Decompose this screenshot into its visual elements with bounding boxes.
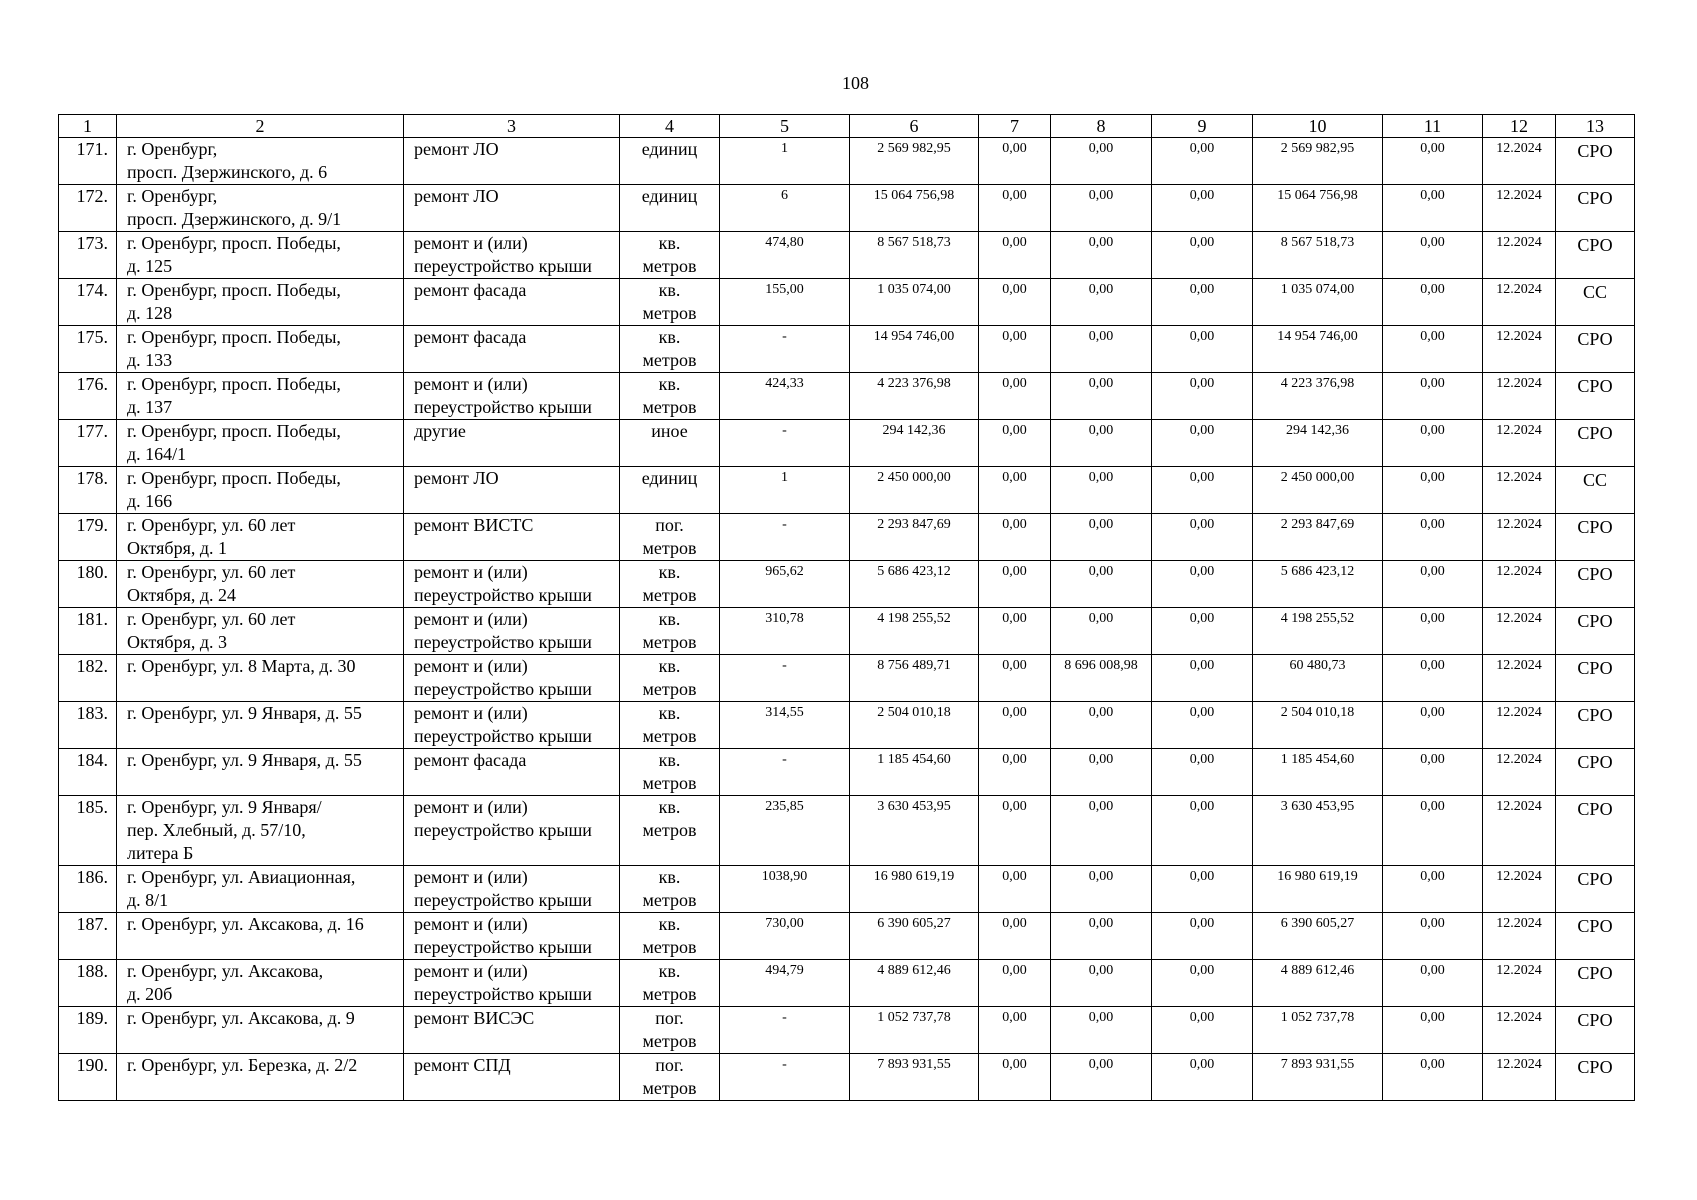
- total-cost-cell: 2 504 010,18: [850, 702, 979, 749]
- col9-cell: 0,00: [1152, 232, 1253, 279]
- col10-cell: 3 630 453,95: [1253, 796, 1383, 866]
- quantity-cell: -: [720, 1054, 850, 1101]
- address-cell: г. Оренбург, просп. Дзержинского, д. 6: [117, 138, 404, 185]
- unit-cell: пог. метров: [620, 514, 720, 561]
- method-cell: СРО: [1556, 960, 1635, 1007]
- col10-cell: 7 893 931,55: [1253, 1054, 1383, 1101]
- row-number: 174.: [59, 279, 117, 326]
- work-type-cell: другие: [404, 420, 620, 467]
- col7-cell: 0,00: [979, 796, 1051, 866]
- unit-cell: кв. метров: [620, 655, 720, 702]
- table-row: [59, 960, 1635, 1007]
- col7-cell: 0,00: [979, 702, 1051, 749]
- col11-cell: 0,00: [1383, 185, 1483, 232]
- col11-cell: 0,00: [1383, 608, 1483, 655]
- method-cell: СРО: [1556, 749, 1635, 796]
- col8-cell: 0,00: [1051, 373, 1152, 420]
- col10-cell: 15 064 756,98: [1253, 185, 1383, 232]
- header-cell-10: 10: [1253, 115, 1383, 138]
- header-cell-13: 13: [1556, 115, 1635, 138]
- col8-cell: 0,00: [1051, 866, 1152, 913]
- col8-cell: 0,00: [1051, 561, 1152, 608]
- row-number: 179.: [59, 514, 117, 561]
- quantity-cell: 494,79: [720, 960, 850, 1007]
- col9-cell: 0,00: [1152, 913, 1253, 960]
- col8-cell: 0,00: [1051, 749, 1152, 796]
- col11-cell: 0,00: [1383, 796, 1483, 866]
- col8-cell: 0,00: [1051, 420, 1152, 467]
- col8-cell: 0,00: [1051, 608, 1152, 655]
- table-row: [59, 913, 1635, 960]
- work-type-cell: ремонт и (или) переустройство крыши: [404, 702, 620, 749]
- table-row: [59, 279, 1635, 326]
- table-row: [59, 373, 1635, 420]
- unit-cell: кв. метров: [620, 561, 720, 608]
- table-row: [59, 326, 1635, 373]
- col11-cell: 0,00: [1383, 655, 1483, 702]
- col8-cell: 0,00: [1051, 185, 1152, 232]
- col9-cell: 0,00: [1152, 655, 1253, 702]
- col10-cell: 2 293 847,69: [1253, 514, 1383, 561]
- date-cell: 12.2024: [1483, 373, 1556, 420]
- page-number: 108: [842, 73, 869, 93]
- col7-cell: 0,00: [979, 185, 1051, 232]
- address-cell: г. Оренбург, просп. Победы, д. 137: [117, 373, 404, 420]
- quantity-cell: 474,80: [720, 232, 850, 279]
- col11-cell: 0,00: [1383, 561, 1483, 608]
- col8-cell: 0,00: [1051, 796, 1152, 866]
- header-cell-12: 12: [1483, 115, 1556, 138]
- total-cost-cell: 1 185 454,60: [850, 749, 979, 796]
- unit-cell: пог. метров: [620, 1007, 720, 1054]
- address-cell: г. Оренбург, просп. Победы, д. 128: [117, 279, 404, 326]
- address-cell: г. Оренбург, ул. 60 лет Октября, д. 1: [117, 514, 404, 561]
- col10-cell: 14 954 746,00: [1253, 326, 1383, 373]
- method-cell: СРО: [1556, 232, 1635, 279]
- work-type-cell: ремонт и (или) переустройство крыши: [404, 232, 620, 279]
- address-cell: г. Оренбург, ул. 60 лет Октября, д. 3: [117, 608, 404, 655]
- unit-cell: кв. метров: [620, 960, 720, 1007]
- unit-cell: кв. метров: [620, 608, 720, 655]
- address-cell: г. Оренбург, просп. Победы, д. 125: [117, 232, 404, 279]
- date-cell: 12.2024: [1483, 326, 1556, 373]
- col7-cell: 0,00: [979, 561, 1051, 608]
- table-row: [59, 1007, 1635, 1054]
- col9-cell: 0,00: [1152, 960, 1253, 1007]
- date-cell: 12.2024: [1483, 467, 1556, 514]
- method-cell: СРО: [1556, 866, 1635, 913]
- total-cost-cell: 1 052 737,78: [850, 1007, 979, 1054]
- col11-cell: 0,00: [1383, 1054, 1483, 1101]
- col10-cell: 6 390 605,27: [1253, 913, 1383, 960]
- total-cost-cell: 8 756 489,71: [850, 655, 979, 702]
- method-cell: СС: [1556, 467, 1635, 514]
- work-type-cell: ремонт и (или) переустройство крыши: [404, 655, 620, 702]
- total-cost-cell: 294 142,36: [850, 420, 979, 467]
- row-number: 173.: [59, 232, 117, 279]
- header-cell-3: 3: [404, 115, 620, 138]
- quantity-cell: -: [720, 326, 850, 373]
- col7-cell: 0,00: [979, 138, 1051, 185]
- table-row: [59, 796, 1635, 866]
- date-cell: 12.2024: [1483, 655, 1556, 702]
- row-number: 189.: [59, 1007, 117, 1054]
- date-cell: 12.2024: [1483, 514, 1556, 561]
- col9-cell: 0,00: [1152, 185, 1253, 232]
- col8-cell: 0,00: [1051, 279, 1152, 326]
- address-cell: г. Оренбург, ул. Аксакова, д. 9: [117, 1007, 404, 1054]
- col7-cell: 0,00: [979, 1007, 1051, 1054]
- work-type-cell: ремонт и (или) переустройство крыши: [404, 960, 620, 1007]
- work-type-cell: ремонт фасада: [404, 326, 620, 373]
- total-cost-cell: 2 293 847,69: [850, 514, 979, 561]
- work-type-cell: ремонт ЛО: [404, 467, 620, 514]
- address-cell: г. Оренбург, ул. 9 Января/ пер. Хлебный, д. 57/10, литера Б: [117, 796, 404, 866]
- method-cell: СРО: [1556, 608, 1635, 655]
- col8-cell: 0,00: [1051, 467, 1152, 514]
- col9-cell: 0,00: [1152, 702, 1253, 749]
- date-cell: 12.2024: [1483, 866, 1556, 913]
- col9-cell: 0,00: [1152, 561, 1253, 608]
- quantity-cell: 6: [720, 185, 850, 232]
- total-cost-cell: 1 035 074,00: [850, 279, 979, 326]
- quantity-cell: 314,55: [720, 702, 850, 749]
- method-cell: СРО: [1556, 420, 1635, 467]
- col11-cell: 0,00: [1383, 749, 1483, 796]
- col10-cell: 1 185 454,60: [1253, 749, 1383, 796]
- row-number: 183.: [59, 702, 117, 749]
- col11-cell: 0,00: [1383, 514, 1483, 561]
- total-cost-cell: 4 223 376,98: [850, 373, 979, 420]
- address-cell: г. Оренбург, ул. Авиационная, д. 8/1: [117, 866, 404, 913]
- total-cost-cell: 16 980 619,19: [850, 866, 979, 913]
- col7-cell: 0,00: [979, 514, 1051, 561]
- row-number: 182.: [59, 655, 117, 702]
- work-type-cell: ремонт фасада: [404, 749, 620, 796]
- table-row: [59, 232, 1635, 279]
- row-number: 176.: [59, 373, 117, 420]
- table-row: [59, 138, 1635, 185]
- total-cost-cell: 6 390 605,27: [850, 913, 979, 960]
- table-row: [59, 702, 1635, 749]
- col7-cell: 0,00: [979, 232, 1051, 279]
- quantity-cell: -: [720, 514, 850, 561]
- total-cost-cell: 5 686 423,12: [850, 561, 979, 608]
- unit-cell: кв. метров: [620, 373, 720, 420]
- total-cost-cell: 4 889 612,46: [850, 960, 979, 1007]
- unit-cell: единиц: [620, 138, 720, 185]
- work-type-cell: ремонт и (или) переустройство крыши: [404, 561, 620, 608]
- col10-cell: 1 035 074,00: [1253, 279, 1383, 326]
- method-cell: СРО: [1556, 326, 1635, 373]
- col11-cell: 0,00: [1383, 232, 1483, 279]
- col9-cell: 0,00: [1152, 514, 1253, 561]
- work-type-cell: ремонт и (или) переустройство крыши: [404, 866, 620, 913]
- date-cell: 12.2024: [1483, 1007, 1556, 1054]
- method-cell: СРО: [1556, 655, 1635, 702]
- table-row: [59, 749, 1635, 796]
- col11-cell: 0,00: [1383, 702, 1483, 749]
- col11-cell: 0,00: [1383, 420, 1483, 467]
- total-cost-cell: 2 569 982,95: [850, 138, 979, 185]
- row-number: 190.: [59, 1054, 117, 1101]
- quantity-cell: 730,00: [720, 913, 850, 960]
- col10-cell: 16 980 619,19: [1253, 866, 1383, 913]
- unit-cell: кв. метров: [620, 279, 720, 326]
- table-body: [59, 115, 1635, 1101]
- unit-cell: кв. метров: [620, 866, 720, 913]
- table-row: [59, 1054, 1635, 1101]
- col8-cell: 0,00: [1051, 514, 1152, 561]
- row-number: 177.: [59, 420, 117, 467]
- date-cell: 12.2024: [1483, 913, 1556, 960]
- header-cell-7: 7: [979, 115, 1051, 138]
- work-type-cell: ремонт и (или) переустройство крыши: [404, 608, 620, 655]
- col9-cell: 0,00: [1152, 1054, 1253, 1101]
- quantity-cell: -: [720, 655, 850, 702]
- col8-cell: 8 696 008,98: [1051, 655, 1152, 702]
- method-cell: СРО: [1556, 702, 1635, 749]
- date-cell: 12.2024: [1483, 960, 1556, 1007]
- address-cell: г. Оренбург, просп. Дзержинского, д. 9/1: [117, 185, 404, 232]
- row-number: 181.: [59, 608, 117, 655]
- col10-cell: 294 142,36: [1253, 420, 1383, 467]
- method-cell: СРО: [1556, 913, 1635, 960]
- quantity-cell: 155,00: [720, 279, 850, 326]
- row-number: 178.: [59, 467, 117, 514]
- method-cell: СРО: [1556, 138, 1635, 185]
- work-type-cell: ремонт и (или) переустройство крыши: [404, 373, 620, 420]
- total-cost-cell: 4 198 255,52: [850, 608, 979, 655]
- col9-cell: 0,00: [1152, 796, 1253, 866]
- col9-cell: 0,00: [1152, 373, 1253, 420]
- col11-cell: 0,00: [1383, 279, 1483, 326]
- row-number: 188.: [59, 960, 117, 1007]
- table-row: [59, 655, 1635, 702]
- col10-cell: 4 198 255,52: [1253, 608, 1383, 655]
- col7-cell: 0,00: [979, 913, 1051, 960]
- date-cell: 12.2024: [1483, 1054, 1556, 1101]
- work-type-cell: ремонт СПД: [404, 1054, 620, 1101]
- col8-cell: 0,00: [1051, 1054, 1152, 1101]
- col9-cell: 0,00: [1152, 608, 1253, 655]
- address-cell: г. Оренбург, ул. 9 Января, д. 55: [117, 749, 404, 796]
- header-cell-2: 2: [117, 115, 404, 138]
- quantity-cell: -: [720, 749, 850, 796]
- work-type-cell: ремонт ЛО: [404, 185, 620, 232]
- col8-cell: 0,00: [1051, 960, 1152, 1007]
- col9-cell: 0,00: [1152, 1007, 1253, 1054]
- quantity-cell: -: [720, 420, 850, 467]
- table-row: [59, 420, 1635, 467]
- row-number: 171.: [59, 138, 117, 185]
- date-cell: 12.2024: [1483, 749, 1556, 796]
- col8-cell: 0,00: [1051, 1007, 1152, 1054]
- col10-cell: 5 686 423,12: [1253, 561, 1383, 608]
- col9-cell: 0,00: [1152, 279, 1253, 326]
- col7-cell: 0,00: [979, 1054, 1051, 1101]
- col8-cell: 0,00: [1051, 326, 1152, 373]
- address-cell: г. Оренбург, просп. Победы, д. 133: [117, 326, 404, 373]
- work-type-cell: ремонт ЛО: [404, 138, 620, 185]
- unit-cell: пог. метров: [620, 1054, 720, 1101]
- col10-cell: 8 567 518,73: [1253, 232, 1383, 279]
- row-number: 184.: [59, 749, 117, 796]
- col10-cell: 2 504 010,18: [1253, 702, 1383, 749]
- unit-cell: кв. метров: [620, 749, 720, 796]
- method-cell: СРО: [1556, 1007, 1635, 1054]
- col9-cell: 0,00: [1152, 467, 1253, 514]
- total-cost-cell: 3 630 453,95: [850, 796, 979, 866]
- address-cell: г. Оренбург, ул. Аксакова, д. 20б: [117, 960, 404, 1007]
- date-cell: 12.2024: [1483, 232, 1556, 279]
- date-cell: 12.2024: [1483, 702, 1556, 749]
- col11-cell: 0,00: [1383, 467, 1483, 514]
- work-type-cell: ремонт ВИСЭС: [404, 1007, 620, 1054]
- col11-cell: 0,00: [1383, 373, 1483, 420]
- col7-cell: 0,00: [979, 326, 1051, 373]
- row-number: 175.: [59, 326, 117, 373]
- method-cell: СРО: [1556, 1054, 1635, 1101]
- row-number: 187.: [59, 913, 117, 960]
- col9-cell: 0,00: [1152, 138, 1253, 185]
- method-cell: СРО: [1556, 185, 1635, 232]
- quantity-cell: 1: [720, 138, 850, 185]
- col8-cell: 0,00: [1051, 232, 1152, 279]
- method-cell: СС: [1556, 279, 1635, 326]
- header-cell-5: 5: [720, 115, 850, 138]
- total-cost-cell: 2 450 000,00: [850, 467, 979, 514]
- address-cell: г. Оренбург, ул. Березка, д. 2/2: [117, 1054, 404, 1101]
- work-type-cell: ремонт ВИСТС: [404, 514, 620, 561]
- col11-cell: 0,00: [1383, 138, 1483, 185]
- unit-cell: единиц: [620, 185, 720, 232]
- col10-cell: 4 223 376,98: [1253, 373, 1383, 420]
- method-cell: СРО: [1556, 373, 1635, 420]
- row-number: 180.: [59, 561, 117, 608]
- col10-cell: 2 450 000,00: [1253, 467, 1383, 514]
- address-cell: г. Оренбург, ул. 8 Марта, д. 30: [117, 655, 404, 702]
- method-cell: СРО: [1556, 561, 1635, 608]
- address-cell: г. Оренбург, ул. 60 лет Октября, д. 24: [117, 561, 404, 608]
- quantity-cell: 310,78: [720, 608, 850, 655]
- col7-cell: 0,00: [979, 655, 1051, 702]
- col7-cell: 0,00: [979, 866, 1051, 913]
- col10-cell: 4 889 612,46: [1253, 960, 1383, 1007]
- col7-cell: 0,00: [979, 420, 1051, 467]
- col10-cell: 2 569 982,95: [1253, 138, 1383, 185]
- header-cell-6: 6: [850, 115, 979, 138]
- table-row: [59, 561, 1635, 608]
- unit-cell: единиц: [620, 467, 720, 514]
- col9-cell: 0,00: [1152, 749, 1253, 796]
- date-cell: 12.2024: [1483, 279, 1556, 326]
- row-number: 186.: [59, 866, 117, 913]
- date-cell: 12.2024: [1483, 138, 1556, 185]
- address-cell: г. Оренбург, ул. 9 Января, д. 55: [117, 702, 404, 749]
- work-type-cell: ремонт и (или) переустройство крыши: [404, 796, 620, 866]
- date-cell: 12.2024: [1483, 608, 1556, 655]
- method-cell: СРО: [1556, 514, 1635, 561]
- unit-cell: кв. метров: [620, 232, 720, 279]
- address-cell: г. Оренбург, ул. Аксакова, д. 16: [117, 913, 404, 960]
- quantity-cell: 1: [720, 467, 850, 514]
- unit-cell: иное: [620, 420, 720, 467]
- quantity-cell: 965,62: [720, 561, 850, 608]
- header-cell-8: 8: [1051, 115, 1152, 138]
- col11-cell: 0,00: [1383, 913, 1483, 960]
- col7-cell: 0,00: [979, 279, 1051, 326]
- col11-cell: 0,00: [1383, 960, 1483, 1007]
- unit-cell: кв. метров: [620, 796, 720, 866]
- total-cost-cell: 15 064 756,98: [850, 185, 979, 232]
- total-cost-cell: 7 893 931,55: [850, 1054, 979, 1101]
- header-cell-4: 4: [620, 115, 720, 138]
- quantity-cell: 1038,90: [720, 866, 850, 913]
- unit-cell: кв. метров: [620, 913, 720, 960]
- quantity-cell: -: [720, 1007, 850, 1054]
- date-cell: 12.2024: [1483, 420, 1556, 467]
- col11-cell: 0,00: [1383, 1007, 1483, 1054]
- col7-cell: 0,00: [979, 960, 1051, 1007]
- row-number: 185.: [59, 796, 117, 866]
- header-cell-9: 9: [1152, 115, 1253, 138]
- date-cell: 12.2024: [1483, 185, 1556, 232]
- unit-cell: кв. метров: [620, 326, 720, 373]
- table-row: [59, 185, 1635, 232]
- address-cell: г. Оренбург, просп. Победы, д. 166: [117, 467, 404, 514]
- col7-cell: 0,00: [979, 608, 1051, 655]
- col9-cell: 0,00: [1152, 866, 1253, 913]
- quantity-cell: 424,33: [720, 373, 850, 420]
- date-cell: 12.2024: [1483, 796, 1556, 866]
- method-cell: СРО: [1556, 796, 1635, 866]
- total-cost-cell: 8 567 518,73: [850, 232, 979, 279]
- col9-cell: 0,00: [1152, 420, 1253, 467]
- unit-cell: кв. метров: [620, 702, 720, 749]
- col10-cell: 60 480,73: [1253, 655, 1383, 702]
- col8-cell: 0,00: [1051, 702, 1152, 749]
- col9-cell: 0,00: [1152, 326, 1253, 373]
- header-row: [59, 115, 1635, 138]
- col7-cell: 0,00: [979, 749, 1051, 796]
- header-cell-11: 11: [1383, 115, 1483, 138]
- table-row: [59, 467, 1635, 514]
- col8-cell: 0,00: [1051, 138, 1152, 185]
- address-cell: г. Оренбург, просп. Победы, д. 164/1: [117, 420, 404, 467]
- date-cell: 12.2024: [1483, 561, 1556, 608]
- header-cell-1: 1: [59, 115, 117, 138]
- row-number: 172.: [59, 185, 117, 232]
- work-type-cell: ремонт и (или) переустройство крыши: [404, 913, 620, 960]
- col11-cell: 0,00: [1383, 326, 1483, 373]
- col8-cell: 0,00: [1051, 913, 1152, 960]
- total-cost-cell: 14 954 746,00: [850, 326, 979, 373]
- col7-cell: 0,00: [979, 373, 1051, 420]
- table-row: [59, 608, 1635, 655]
- col10-cell: 1 052 737,78: [1253, 1007, 1383, 1054]
- quantity-cell: 235,85: [720, 796, 850, 866]
- work-type-cell: ремонт фасада: [404, 279, 620, 326]
- table-row: [59, 514, 1635, 561]
- works-table: [58, 114, 1635, 1101]
- table-row: [59, 866, 1635, 913]
- col7-cell: 0,00: [979, 467, 1051, 514]
- col11-cell: 0,00: [1383, 866, 1483, 913]
